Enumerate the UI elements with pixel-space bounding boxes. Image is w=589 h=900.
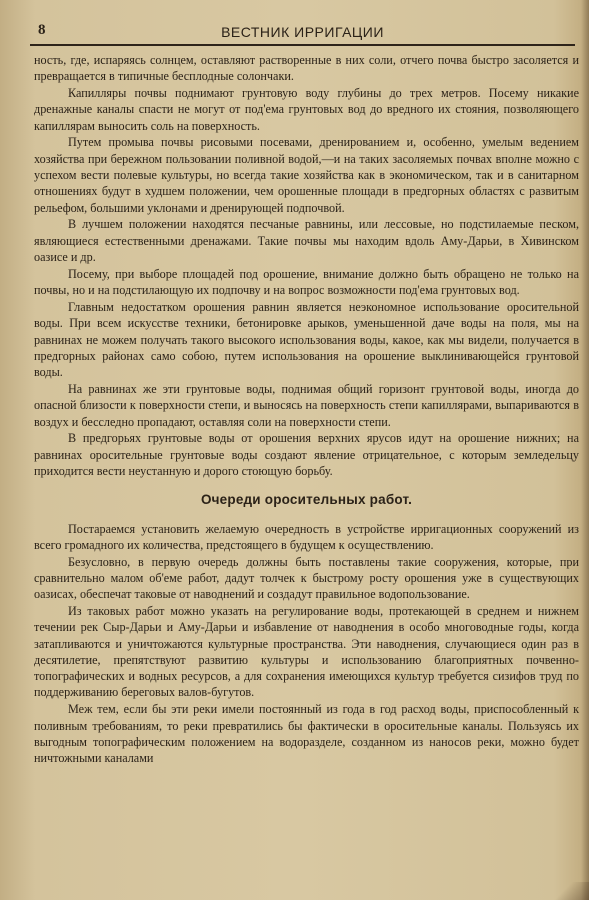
paragraph: На равнинах же эти грунтовые воды, поднимая общий горизонт грунтовой воды, иногда до опасной близости к поверхности степи, и выносясь на поверхность степи капиллярами, выпариваются в воздух и бесследно пропадают, оставляя соли на поверхности степи.: [34, 381, 579, 429]
page-edge-shadow: [581, 0, 589, 900]
paragraph: ность, где, испаряясь солнцем, оставляют растворенные в них соли, отчего почва быстро засоляется и превращается в типичные бесплодные солончаки.: [34, 53, 579, 84]
article-body: [34, 52, 579, 767]
paragraph: Главным недостатком орошения равнин является неэкономное использование оросительной воды. При всем искусстве техники, бетонировке арыков, уменьшенной даче воды на поля, мы на равнинах не можем получать такого высокого использования воды, какое, как мы видели, получается в предгорных районах само собою, путем использования на орошение выклинивающейся грунтовой воды.: [34, 299, 579, 380]
paragraph: Посему, при выборе площадей под орошение, внимание должно быть обращено не только на почвы, но и на подстилающую их подпочву и на вопрос возможности под'ема грунтовых вод.: [34, 266, 579, 298]
page-corner-wear: [549, 882, 589, 900]
paragraph: Путем промыва почвы рисовыми посевами, дренированием и, особенно, умелым ведением хозяйства при бережном пользовании поливной водой,—и на таких засоляемых почвах вполне можно с успехом вести полевые культуры, но всегда такие хозяйства как в экономическом, так и в санитарном отношениях будут в худшем положении, чем орошенные площади в предгорных областях с развитым рельефом, большими уклонами и дренирующей подпочвой.: [34, 135, 579, 215]
paragraph: В лучшем положении находятся песчаные равнины, или лессовые, но подстилаемые песком, являющиеся естественными дренажами. Такие почвы мы находим вдоль Аму-Дарьи, в Хивинском оазисе и др.: [34, 217, 579, 265]
page-number: 8: [38, 22, 46, 38]
section-heading: Очереди оросительных работ.: [200, 492, 413, 508]
page-header: [30, 20, 575, 46]
paragraph: Капилляры почвы поднимают грунтовую воду глубины до трех метров. Посему никакие дренажные каналы спасти не могут от под'ема грунтовых вод до вредного их стояния, позволяющего капиллярам выносить соль на поверхность.: [34, 86, 579, 133]
paragraph: Меж тем, если бы эти реки имели постоянный из года в год расход воды, приспособленный к поливным требованиям, то реки превратились бы фактически в оросительные каналы. Пользуясь их выгодным топографическим положением на водоразделе, созданном из наносов реки, можно будет ничтожными каналами: [34, 702, 579, 766]
paragraph: Постараемся установить желаемую очередность в устройстве ирригационных сооружений из всего громадного их количества, предстоящего в будущем к осуществлению.: [34, 521, 579, 552]
running-title: ВЕСТНИК ИРРИГАЦИИ: [221, 24, 384, 40]
paragraph: В предгорьях грунтовые воды от орошения верхних ярусов идут на орошение нижних; на равнинах оросительные грунтовые воды создают явление отрицательное, с которым земледельцу приходится вести неустанную и дорого стоющую борьбу.: [34, 431, 579, 478]
paragraph: Из таковых работ можно указать на регулирование воды, протекающей в среднем и нижнем течении рек Сыр-Дарьи и Аму-Дарьи и избавление от наводнения в особо многоводные годы, когда затапливаются и уничтожаются культурные пространства. Эти наводнения, случающиеся один раз в десятилетие, препятствуют развитию культуры и использованию благоприятных почвенно-топографических и водных ресурсов, а для сохранения имеющихся культур требуется сизифов труд по поддерживанию береговых валов-бугутов.: [34, 604, 579, 700]
paragraph: Безусловно, в первую очередь должны быть поставлены такие сооружения, которые, при сравнительно малом об'еме работ, дадут толчек к быстрому росту орошения уже в существующих оазисах, обеспечат таковые от наводнений и создадут правильное водопользование.: [34, 554, 579, 602]
